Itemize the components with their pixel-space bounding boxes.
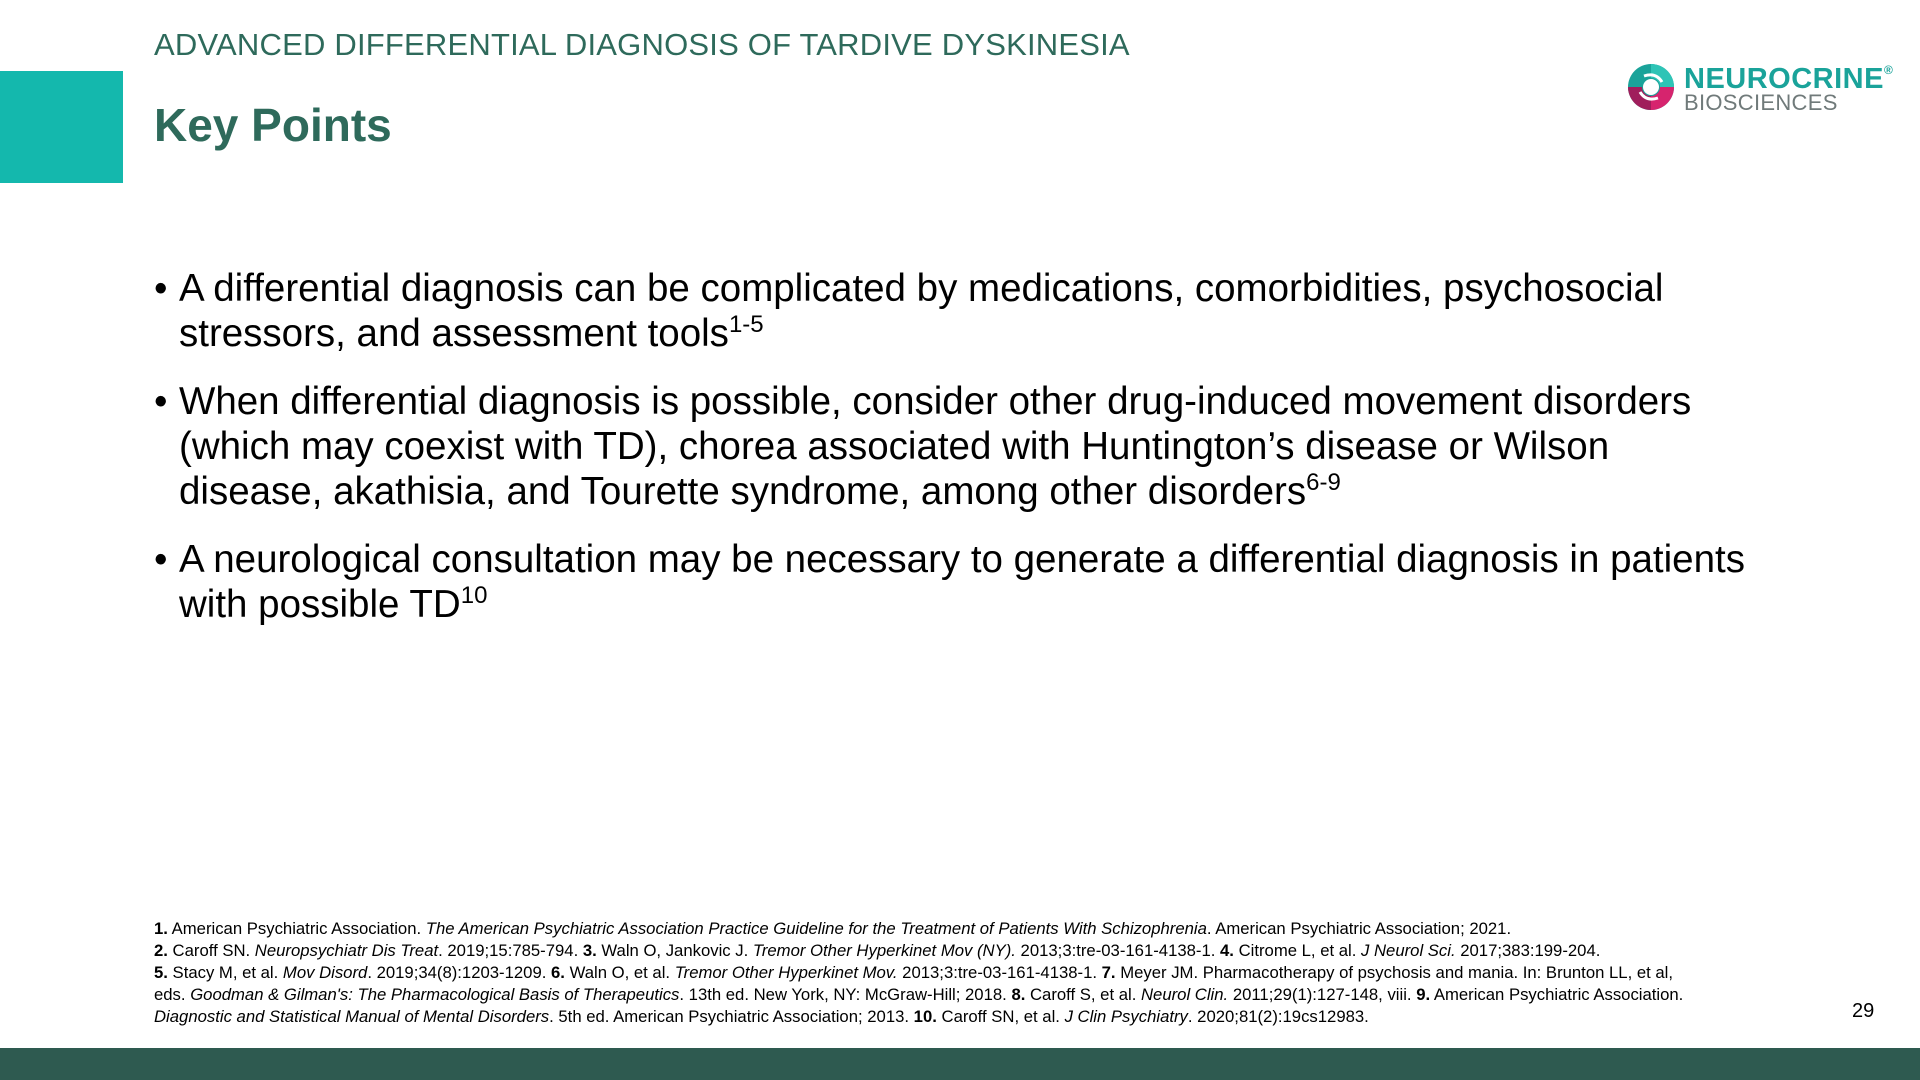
key-points-list <box>154 266 1834 650</box>
bullet-item <box>154 266 1834 356</box>
accent-block <box>0 71 123 183</box>
logo-subtitle: BIOSCIENCES <box>1684 90 1838 115</box>
neurocrine-swirl-icon <box>1626 62 1676 112</box>
bullet-dot: • <box>154 380 168 423</box>
reference-line: eds. Goodman & Gilman's: The Pharmacological Basis of Therapeutics. 13th ed. New York, NY: McGraw-Hill; 2018. 8. Caroff S, et al. Neurol Clin. 2011;29(1):127-148, viii. 9. American Psychiatric Association. <box>154 985 1684 1004</box>
citation-superscript: 1-5 <box>728 311 764 338</box>
bullet-item <box>154 379 1834 514</box>
company-logo <box>1626 62 1894 116</box>
reference-line: 5. Stacy M, et al. Mov Disord. 2019;34(8):1203-1209. 6. Waln O, et al. Tremor Other Hyperkinet Mov. 2013;3:tre-03-161-4138-1. 7. Meyer JM. Pharmacotherapy of psychosis and mania. In: Brunton LL, et al, <box>154 963 1674 982</box>
bullet-text: A differential diagnosis can be complicated by medications, comorbidities, psychosocial stressors, and assessment tools$^{1-5}$ <box>179 267 1664 355</box>
section-label: ADVANCED DIFFERENTIAL DIAGNOSIS OF TARDIVE DYSKINESIA <box>154 27 1130 62</box>
bullet-dot: • <box>154 267 168 310</box>
page-number: 29 <box>1852 1000 1875 1022</box>
bullet-text: A neurological consultation may be necessary to generate a differential diagnosis in patients with possible TD$^{10}$ <box>179 538 1745 626</box>
reference-line: 2. Caroff SN. Neuropsychiatr Dis Treat. 2019;15:785-794. 3. Waln O, Jankovic J. Tremor Other Hyperkinet Mov (NY). 2013;3:tre-03-161-4138-1. 4. Citrome L, et al. J Neurol Sci. 2017;383:199-204. <box>154 941 1601 960</box>
bullet-text: When differential diagnosis is possible, consider other drug-induced movement disorders (which may coexist with TD), chorea associated with Huntington’s disease or Wilson disease, akathisia, and Tourette syndrome, among other disorders$^{6-9}$ <box>179 380 1692 513</box>
citation-superscript: 10 <box>460 582 488 609</box>
footer-bar <box>0 1048 1920 1080</box>
citation-superscript: 6-9 <box>1306 469 1341 496</box>
bullet-item <box>154 537 1834 627</box>
reference-line: 1. American Psychiatric Association. The American Psychiatric Association Practice Guideline for the Treatment of Patients With Schizophrenia. American Psychiatric Association; 2021. <box>154 919 1512 938</box>
page-title: Key Points <box>154 99 392 151</box>
logo-brand: NEUROCRINE® <box>1684 63 1894 95</box>
references <box>154 918 1834 1028</box>
reference-line: Diagnostic and Statistical Manual of Mental Disorders. 5th ed. American Psychiatric Association; 2013. 10. Caroff SN, et al. J Clin Psychiatry. 2020;81(2):19cs12983. <box>154 1007 1369 1026</box>
bullet-dot: • <box>154 538 168 581</box>
